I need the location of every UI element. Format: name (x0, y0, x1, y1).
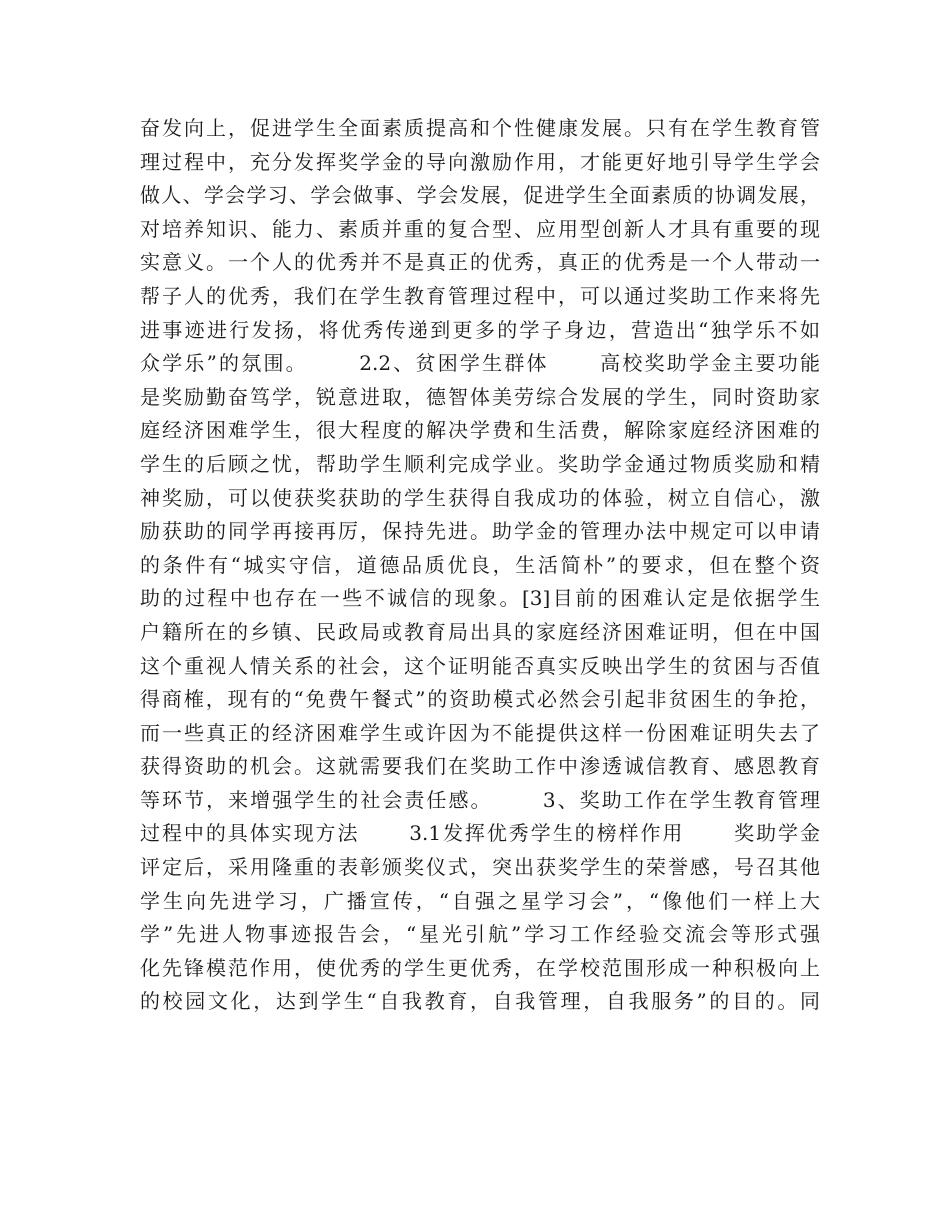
text-line: 实意义。一个人的优秀并不是真正的优秀，真正的优秀是一个人带动一 (140, 250, 820, 275)
text-line: 而一些真正的经济困难学生或许因为不能提供这样一份困难证明失去了 (140, 720, 820, 745)
text-line: 的校园文化，达到学生“自我教育，自我管理，自我服务”的目的。同 (140, 989, 820, 1014)
text-line: 对培养知识、能力、素质并重的复合型、应用型创新人才具有重要的现 (140, 216, 820, 241)
text-line: 是奖励勤奋笃学，锐意进取，德智体美劳综合发展的学生，同时资助家 (140, 384, 820, 409)
body-text (140, 112, 820, 1019)
text-line: 奋发向上，促进学生全面素质提高和个性健康发展。只有在学生教育管 (140, 116, 820, 140)
text-line: 进事迹进行发扬，将优秀传递到更多的学子身边，营造出“独学乐不如 (140, 317, 820, 342)
text-line: 助的过程中也存在一些不诚信的现象。[3]目前的困难认定是依据学生 (140, 586, 820, 611)
text-line: 学”先进人物事迹报告会，“星光引航”学习工作经验交流会等形式强 (140, 922, 820, 947)
text-line: 得商榷，现有的“免费午餐式”的资助模式必然会引起非贫困生的争抢， (140, 687, 820, 712)
text-line: 学生的后顾之忧，帮助学生顺利完成学业。奖助学金通过物质奖励和精 (140, 451, 820, 476)
text-line: 理过程中，充分发挥奖学金的导向激励作用，才能更好地引导学生学会 (140, 149, 820, 174)
text-line: 学生向先进学习，广播宣传，“自强之星学习会”，“像他们一样上大 (140, 888, 820, 913)
text-line: 获得资助的机会。这就需要我们在奖助工作中渗透诚信教育、感恩教育 (140, 754, 820, 779)
text-line: 化先锋模范作用，使优秀的学生更优秀，在学校范围形成一种积极向上 (140, 955, 820, 980)
text-line: 这个重视人情关系的社会，这个证明能否真实反映出学生的贫困与否值 (140, 653, 820, 678)
text-line: 神奖励，可以使获奖获助的学生获得自我成功的体验，树立自信心，激 (140, 485, 820, 510)
text-line: 评定后，采用隆重的表彰颁奖仪式，突出获奖学生的荣誉感，号召其他 (140, 855, 820, 880)
text-line: 帮子人的优秀，我们在学生教育管理过程中，可以通过奖助工作来将先 (140, 283, 820, 308)
text-line: 庭经济困难学生，很大程度的解决学费和生活费，解除家庭经济困难的 (140, 418, 820, 443)
text-line: 过程中的具体实现方法 3.1发挥优秀学生的榜样作用 奖助学金 (140, 821, 820, 846)
text-line: 众学乐”的氛围。 2.2、贫困学生群体 高校奖助学金主要功能 (140, 351, 820, 376)
text-line: 励获助的同学再接再厉，保持先进。助学金的管理办法中规定可以申请 (140, 519, 820, 544)
text-line: 做人、学会学习、学会做事、学会发展，促进学生全面素质的协调发展， (140, 183, 820, 208)
text-line: 户籍所在的乡镇、民政局或教育局出具的家庭经济困难证明，但在中国 (140, 619, 820, 644)
text-line: 的条件有“城实守信，道德品质优良，生活简朴”的要求，但在整个资 (140, 552, 820, 577)
text-line: 等环节，来增强学生的社会责任感。 3、奖助工作在学生教育管理 (140, 787, 820, 812)
